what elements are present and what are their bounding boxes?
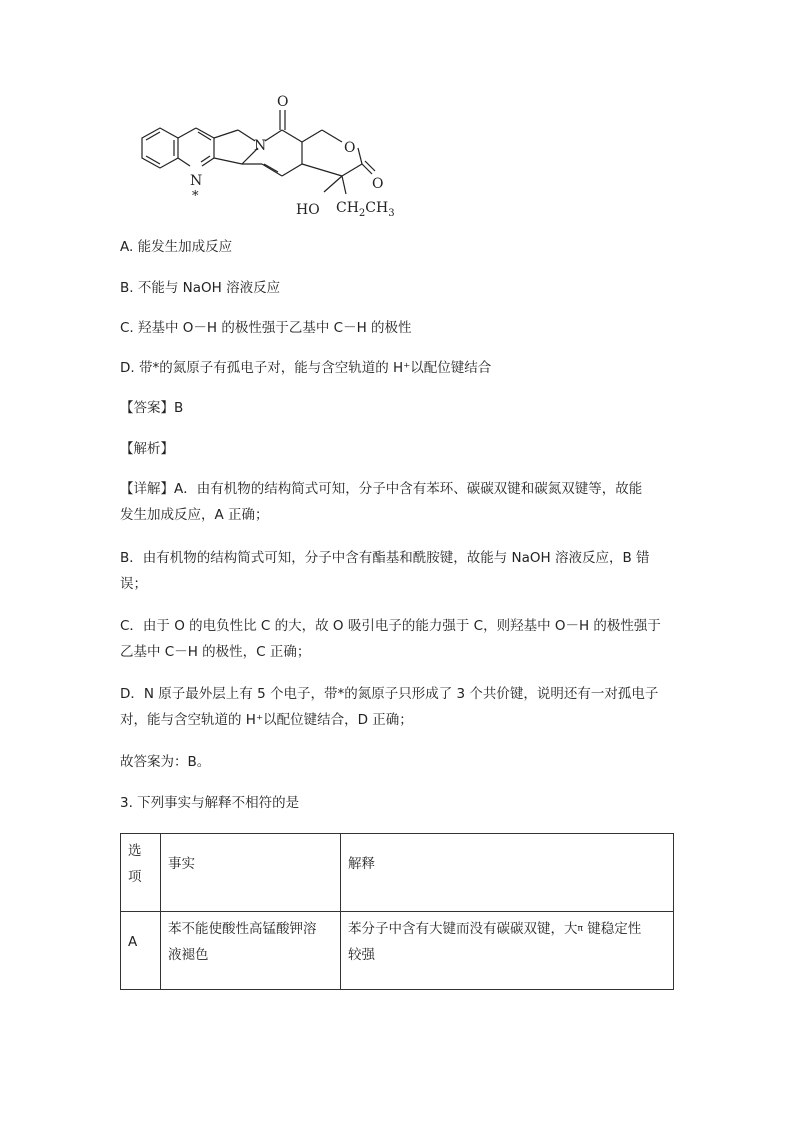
detail-text: C．由于 O 的电负性比 C 的大，故 O 吸引电子的能力强于 C，则羟基中 O－H 的极性强于 (120, 618, 661, 634)
bond-line (365, 161, 375, 171)
question-3: 3. 下列事实与解释不相符的是 (120, 795, 300, 811)
atom-label: * (192, 189, 199, 204)
detail-a (120, 476, 676, 528)
table-header-row (121, 834, 674, 912)
atom-label: $CH_2CH_3$ (336, 200, 395, 219)
detail-text: 发生加成反应，A 正确； (120, 507, 269, 523)
detail-b (120, 545, 676, 597)
detail-text: 【详解】A．由有机物的结构简式可知，分子中含有苯环、碳碳双键和碳氮双键等，故能 (120, 481, 643, 497)
option-d: D. 带*的氮原子有孤电子对，能与含空轨道的 H⁺以配位键结合 (120, 360, 492, 376)
analysis-title: 【解析】 (120, 441, 174, 457)
bond-line (214, 158, 242, 164)
header-explanation: 解释 (341, 834, 674, 912)
conclusion: 故答案为：B。 (120, 754, 211, 770)
detail-d (120, 681, 676, 733)
atom-label: O (277, 94, 289, 110)
row-option: A (121, 912, 161, 990)
detail-text: 乙基中 C－H 的极性，C 正确； (120, 644, 311, 660)
bond-line (262, 164, 282, 176)
option-c: C. 羟基中 O－H 的极性强于乙基中 C－H 的极性 (120, 320, 412, 336)
row-fact: 苯不能使酸性高锰酸钾溶 液褪色 (161, 912, 341, 990)
answer-line: 【答案】B (120, 400, 184, 416)
option-b: B. 不能与 NaOH 溶液反应 (120, 280, 281, 296)
atom-label: HO (296, 202, 320, 218)
header-option: 选 项 (121, 834, 161, 912)
bond-line (342, 176, 346, 194)
pi-symbol: π (577, 924, 583, 934)
detail-text: D．N 原子最外层上有 5 个电子，带*的氮原子只形成了 3 个共价键，说明还有一对孤电子 (120, 686, 659, 702)
question-table (120, 833, 674, 990)
bond-line (282, 164, 302, 176)
atom-label: O (344, 140, 356, 156)
bond-line (264, 164, 278, 172)
bond-line (238, 130, 255, 141)
bond-line (302, 164, 342, 176)
bond-line (146, 156, 160, 164)
molecule-diagram (110, 88, 410, 220)
atom-label: N (254, 138, 267, 154)
bond-line (178, 128, 196, 138)
header-fact: 事实 (161, 834, 341, 912)
option-a: A. 能发生加成反应 (120, 239, 233, 255)
detail-c (120, 613, 676, 665)
bond-line (178, 158, 190, 166)
bond-line (342, 164, 362, 176)
bond-line (322, 130, 342, 142)
bond-line (265, 130, 282, 141)
molecule-structure (110, 88, 410, 220)
bond-line (302, 130, 322, 142)
benzene-ring (142, 128, 178, 168)
row-explanation: 苯分子中含有大键而没有碳碳双键，大$^\pi$ 键稳定性 较强 (341, 912, 674, 990)
bond-line (214, 130, 238, 138)
detail-text: B．由有机物的结构简式可知，分子中含有酯基和酰胺键，故能与 NaOH 溶液反应，B 错 (120, 550, 650, 566)
bond-line (282, 130, 302, 142)
atom-label: N (190, 173, 203, 189)
detail-text: 对，能与含空轨道的 H⁺以配位键结合，D 正确； (120, 712, 413, 728)
bond-line (146, 132, 160, 140)
detail-text: 误； (120, 576, 147, 592)
bond-line (362, 164, 372, 174)
table-row (121, 912, 674, 990)
atom-label: O (372, 176, 384, 192)
bond-line (202, 158, 214, 166)
bond-line (324, 176, 342, 192)
bond-line (358, 148, 362, 164)
